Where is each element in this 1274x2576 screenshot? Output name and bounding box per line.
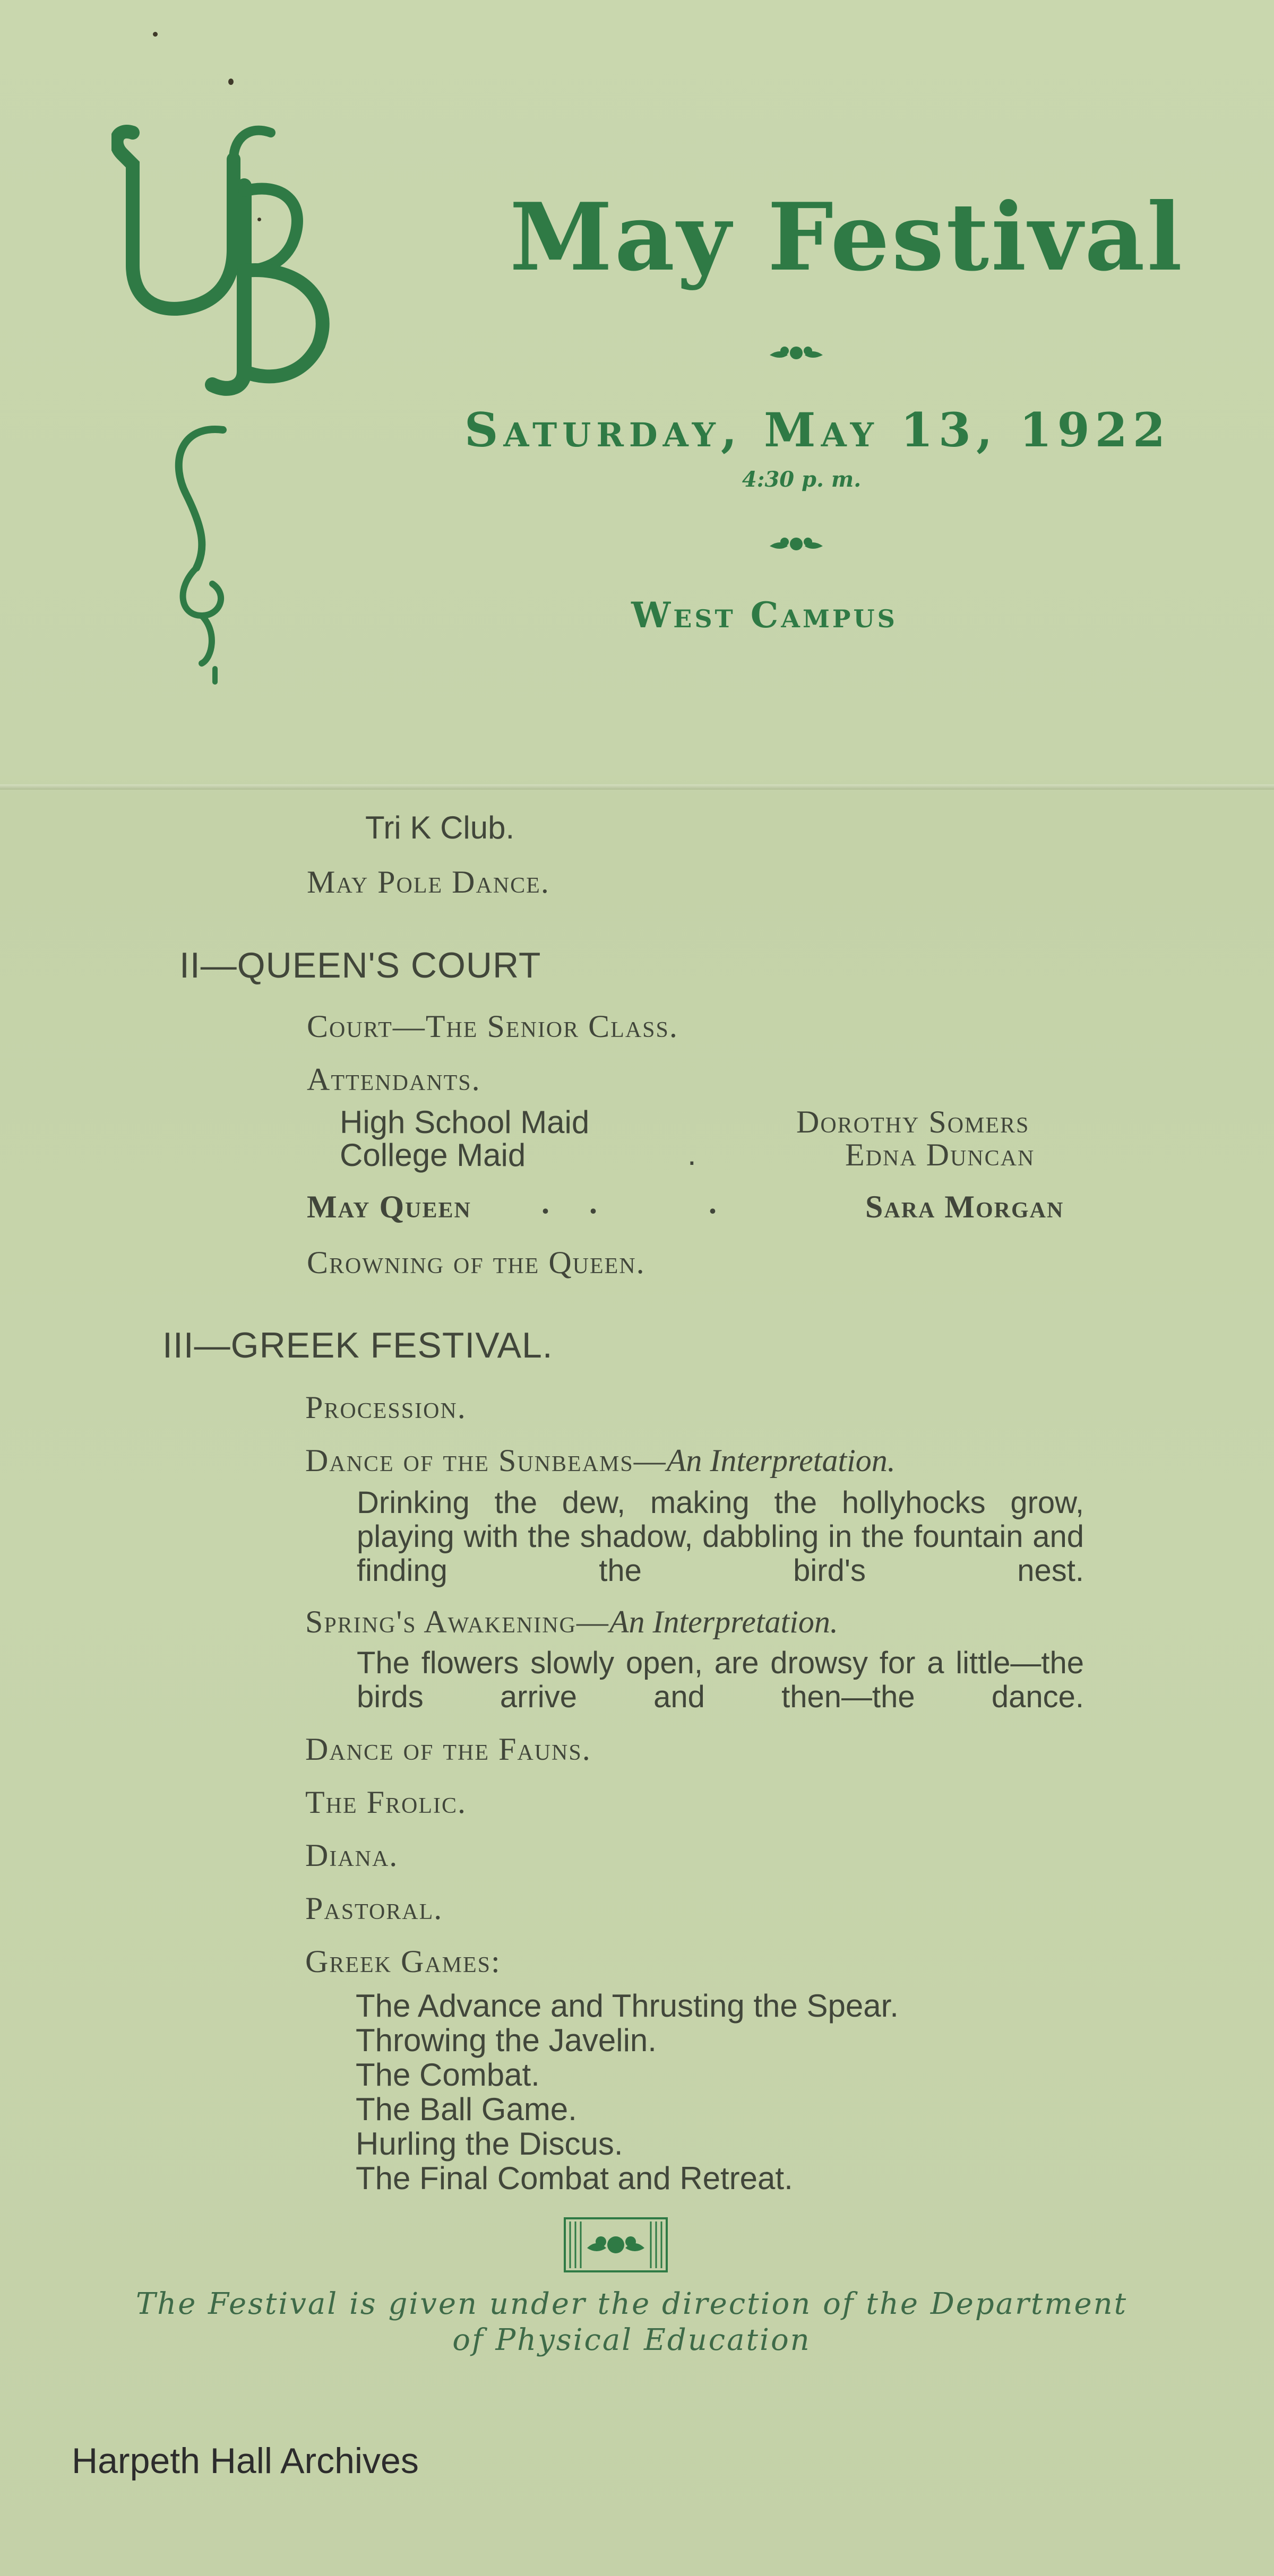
- sunbeams-title: Dance of the Sunbeams—: [305, 1443, 667, 1478]
- spring-title: Spring's Awakening—: [305, 1604, 609, 1639]
- ink-speck: [153, 32, 158, 37]
- paper-fold: [0, 784, 1274, 790]
- spring-description: The flowers slowly open, are drowsy for a little—the birds arrive and then—the dance.: [357, 1646, 1084, 1714]
- ub-monogram-logo: [111, 122, 356, 695]
- festival-time: 4:30 p. m.: [742, 467, 862, 492]
- section-heading-greek-festival: III—GREEK FESTIVAL.: [162, 1325, 553, 1365]
- college-maid-name: Edna Duncan: [845, 1137, 1035, 1172]
- game-item: Hurling the Discus.: [356, 2126, 623, 2162]
- spring-line: [305, 1604, 838, 1640]
- festival-location: West Campus: [631, 594, 898, 636]
- sunbeams-line: [305, 1442, 896, 1479]
- sunbeams-description: Drinking the dew, making the hollyhocks grow, playing with the shadow, dabbling in the fountain and finding the bird's nest.: [357, 1485, 1084, 1588]
- sunbeams-note: An Interpretation.: [666, 1443, 896, 1478]
- section-heading-queens-court: II—QUEEN'S COURT: [179, 945, 541, 986]
- procession-line: Procession.: [305, 1390, 467, 1425]
- spring-note: An Interpretation.: [609, 1604, 838, 1639]
- ink-speck: [228, 79, 234, 85]
- fauns-line: Dance of the Fauns.: [305, 1732, 591, 1767]
- diana-line: Diana.: [305, 1838, 399, 1873]
- may-queen-dots: . . .: [541, 1185, 717, 1220]
- program-item-maypole: May Pole Dance.: [307, 865, 550, 900]
- footer-line-1: The Festival is given under the direction of the Department: [135, 2287, 1128, 2321]
- crowning-line: Crowning of the Queen.: [307, 1245, 645, 1280]
- festival-date: Saturday, May 13, 1922: [464, 402, 1171, 457]
- court-line: Court—The Senior Class.: [307, 1009, 678, 1044]
- boxed-flower-ornament-icon: [564, 2217, 668, 2272]
- college-maid-role: College Maid: [340, 1137, 526, 1173]
- footer-note: [127, 2286, 1136, 2358]
- pastoral-line: Pastoral.: [305, 1891, 443, 1926]
- hs-maid-name: Dorothy Somers: [796, 1104, 1030, 1139]
- archive-watermark: Harpeth Hall Archives: [72, 2441, 419, 2481]
- footer-line-2: of Physical Education: [452, 2323, 811, 2357]
- frolic-line: The Frolic.: [305, 1785, 467, 1820]
- game-item: Throwing the Javelin.: [356, 2022, 657, 2058]
- flower-ornament-icon: [764, 337, 828, 369]
- hs-maid-role: High School Maid: [340, 1104, 590, 1140]
- game-item: The Ball Game.: [356, 2091, 577, 2127]
- attendants-label: Attendants.: [307, 1062, 481, 1097]
- festival-title: May Festival: [510, 183, 1185, 292]
- program-item-tri-k: Tri K Club.: [365, 810, 515, 845]
- greek-games-heading: Greek Games:: [305, 1944, 501, 1979]
- game-item: The Combat.: [356, 2057, 540, 2093]
- flower-ornament-icon: [764, 528, 828, 560]
- game-item: The Final Combat and Retreat.: [356, 2160, 793, 2196]
- game-item: The Advance and Thrusting the Spear.: [356, 1988, 899, 2024]
- may-queen-name: Sara Morgan: [865, 1189, 1064, 1224]
- may-queen-role: May Queen: [307, 1189, 471, 1224]
- college-maid-dot: .: [687, 1136, 696, 1172]
